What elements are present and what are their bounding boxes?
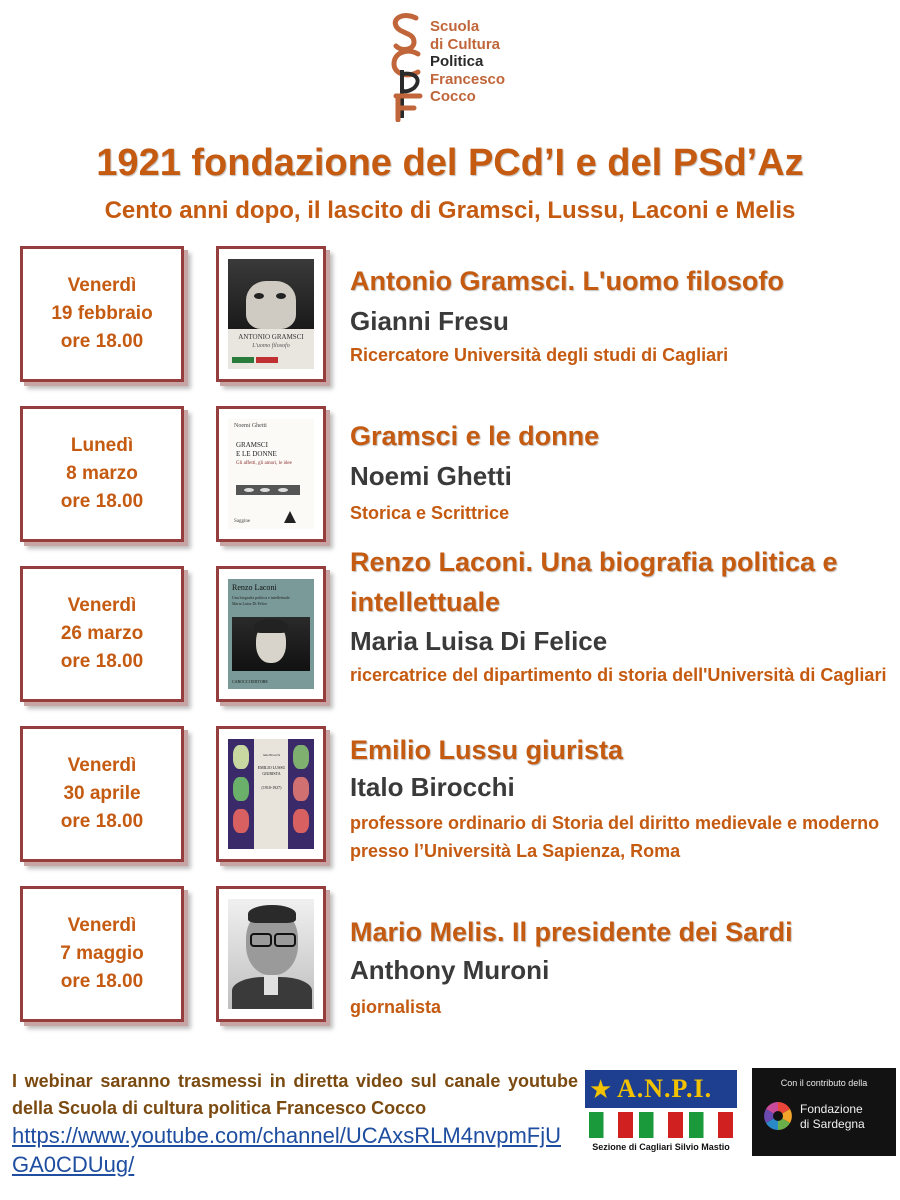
event-day: Venerdì (67, 915, 137, 936)
logo-line: Scuola (430, 18, 480, 35)
cover-title: EMILIO LUSSU GIURISTA (257, 765, 286, 776)
book-cover-frame (216, 566, 326, 702)
event-speaker: Noemi Ghetti (350, 461, 512, 491)
event-day: Venerdì (67, 595, 137, 616)
event-speaker: Anthony Muroni (350, 955, 550, 985)
event-speaker-role: Ricercatore Università degli studi di Cagliari (350, 345, 729, 365)
school-logo (384, 10, 534, 122)
anpi-banner (585, 1070, 737, 1108)
scpf-monogram-icon (384, 10, 430, 122)
event-day: Venerdì (67, 755, 137, 776)
youtube-channel-link[interactable]: https://www.youtube.com/channel/UCAxsRLM4nvpmFjUGA0CDUug/ (12, 1123, 561, 1177)
fondazione-sun-icon (762, 1100, 794, 1132)
cover-publisher: Saggine (234, 519, 251, 524)
event-date: 26 marzo (60, 623, 144, 644)
italian-flags (589, 1112, 733, 1138)
anpi-name: A.N.P.I. (617, 1074, 713, 1103)
event-title: Renzo Laconi. Una biografia politica e intellettuale (350, 547, 838, 617)
book-cover-gramsci-donne (228, 419, 314, 529)
event-speaker: Italo Birocchi (350, 772, 515, 802)
event-title: Antonio Gramsci. L'uomo filosofo (350, 266, 784, 296)
logo-text (430, 18, 505, 106)
footer-text: I webinar saranno trasmessi in diretta video sul canale youtube della Scuola di cultura politica Francesco Cocco (12, 1071, 578, 1118)
cover-title-line: E LE DONNE (236, 450, 277, 458)
event-date: 8 marzo (66, 463, 138, 484)
event-title: Emilio Lussu giurista (350, 735, 624, 765)
event-date: 7 maggio (60, 943, 144, 964)
logo-line: Politica (430, 53, 484, 70)
cover-years: (1910-1927) (261, 785, 282, 790)
book-cover-frame (216, 726, 326, 862)
cover-publisher: CAROCCI EDITORE (232, 679, 268, 684)
cover-title-line: GRAMSCI (236, 441, 268, 449)
event-speaker-role: giornalista (350, 997, 442, 1017)
date-box (20, 246, 184, 382)
event-time: ore 18.00 (60, 811, 144, 832)
page-subtitle: Cento anni dopo, il lascito di Gramsci, Lussu, Laconi e Melis (104, 197, 796, 224)
logo-line: Cocco (430, 88, 476, 105)
date-box (20, 406, 184, 542)
photo-strip (288, 739, 314, 849)
event-speaker-role: Storica e Scrittrice (350, 503, 510, 523)
event-day: Venerdì (67, 275, 137, 296)
logo-line: di Cultura (430, 35, 500, 53)
portrait-photo-melis (228, 899, 314, 1009)
event-time: ore 18.00 (60, 971, 144, 992)
anpi-logo (585, 1070, 737, 1156)
footer-note (12, 1068, 578, 1180)
cover-author: Maria Luisa Di Felice (232, 601, 268, 606)
event-speaker-role: ricercatrice del dipartimento di storia dell'Università di Cagliari (350, 665, 887, 685)
event-time: ore 18.00 (60, 651, 144, 672)
event-title: Gramsci e le donne (350, 421, 600, 451)
event-date: 19 febbraio (51, 303, 153, 324)
page-title: 1921 fondazione del PCd’I e del PSd’Az (96, 142, 804, 184)
cover-tagline: Gli affetti, gli amori, le idee (236, 461, 292, 466)
portrait-frame (216, 886, 326, 1022)
fondazione-name-line: di Sardegna (800, 1117, 865, 1131)
book-cover-lussu (228, 739, 314, 849)
portrait-photo (232, 617, 310, 671)
cover-title: ANTONIO GRAMSCI (238, 333, 304, 341)
portrait-photo (228, 259, 314, 329)
fondazione-name-line: Fondazione (800, 1102, 863, 1116)
star-icon: ★ (589, 1074, 613, 1104)
book-cover-frame (216, 406, 326, 542)
eyes-strip-image (236, 485, 300, 495)
date-box (20, 886, 184, 1022)
cover-title: Renzo Laconi (232, 583, 277, 592)
fondazione-name (800, 1102, 865, 1132)
cover-subtitle: L'uomo filosofo (252, 343, 290, 349)
event-speaker-role: professore ordinario di Storia del diritto medievale e moderno presso l’Università La Sapienza, Roma (350, 813, 880, 861)
logo-line: Francesco (430, 70, 506, 88)
anpi-caption: Sezione di Cagliari Silvio Mastio (592, 1142, 730, 1152)
event-date: 30 aprile (63, 783, 141, 804)
event-title: Mario Melis. Il presidente dei Sardi (350, 917, 793, 947)
contribution-caption: Con il contributo della (780, 1078, 868, 1088)
cover-author: Noemi Ghetti (234, 423, 267, 429)
cover-author: Italo Birocchi (262, 753, 281, 757)
cover-subtitle: Una biografia politica e intellettuale (232, 595, 290, 600)
photo-strip (228, 739, 254, 849)
event-speaker: Gianni Fresu (350, 306, 509, 336)
fondazione-sardegna-logo (752, 1068, 896, 1156)
event-speaker: Maria Luisa Di Felice (350, 626, 608, 656)
event-time: ore 18.00 (60, 491, 144, 512)
event-time: ore 18.00 (60, 331, 144, 352)
book-cover-gramsci-filosofo (228, 259, 314, 369)
book-cover-laconi (228, 579, 314, 689)
book-cover-frame (216, 246, 326, 382)
event-day: Lunedì (70, 435, 134, 456)
publisher-logo-icon (284, 511, 296, 523)
date-box (20, 726, 184, 862)
date-box (20, 566, 184, 702)
